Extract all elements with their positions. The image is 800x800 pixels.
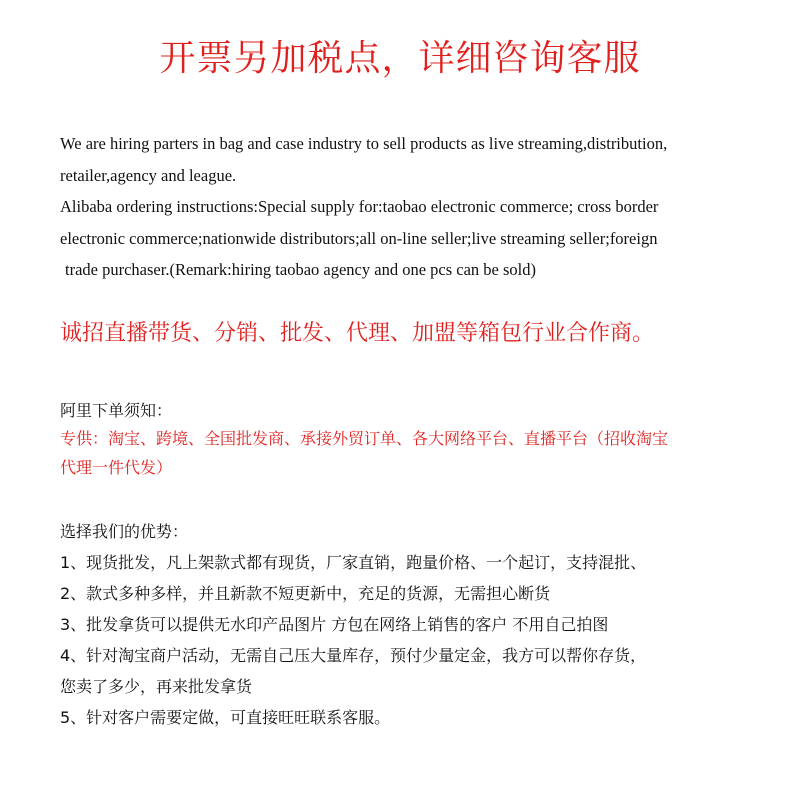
page-title: 开票另加税点，详细咨询客服 [159, 38, 641, 79]
advantage-item: 5、针对客户需要定做，可直接旺旺联系客服。 [60, 708, 391, 727]
advantage-item: 3、批发拿货可以提供无水印产品图片 方包在网络上销售的客户 不用自己拍图 [60, 615, 609, 634]
advantages-section [60, 516, 780, 733]
english-line: retailer,agency and league. [60, 165, 237, 185]
english-line: Alibaba ordering instructions:Special supply for:taobao electronic commerce; cross border [60, 197, 659, 216]
english-line: trade purchaser.(Remark:hiring taobao agency and one pcs can be sold) [65, 260, 536, 279]
advantages-heading: 选择我们的优势： [60, 522, 189, 541]
recruit-headline: 诚招直播带货、分销、批发、代理、加盟等箱包行业合作商。 [60, 321, 655, 346]
special-supply [60, 424, 780, 482]
ordering-notice-label [60, 396, 780, 425]
advantage-item: 2、款式多种多样，并且新款不短更新中，充足的货源，无需担心断货 [60, 584, 551, 603]
special-supply-line: 专供：淘宝、跨境、全国批发商、承接外贸订单、各大网络平台、直播平台（招收淘宝 [60, 429, 669, 448]
advantage-item: 1、现货批发，凡上架款式都有现货，厂家直销，跑量价格、一个起订，支持混批、 [60, 553, 647, 572]
english-line: We are hiring parters in bag and case industry to sell products as live streaming,distribution, [60, 134, 668, 153]
english-line: electronic commerce;nationwide distributors;all on-line seller;live streaming seller;foreign [60, 228, 658, 248]
special-supply-line: 代理一件代发） [60, 458, 173, 477]
english-description [60, 128, 770, 286]
advantage-item-continued: 您卖了多少，再来批发拿货 [60, 677, 253, 696]
notice-label: 阿里下单须知： [60, 401, 173, 420]
advantage-item: 4、针对淘宝商户活动，无需自己压大量库存，预付少量定金，我方可以帮你存货， [60, 646, 647, 665]
